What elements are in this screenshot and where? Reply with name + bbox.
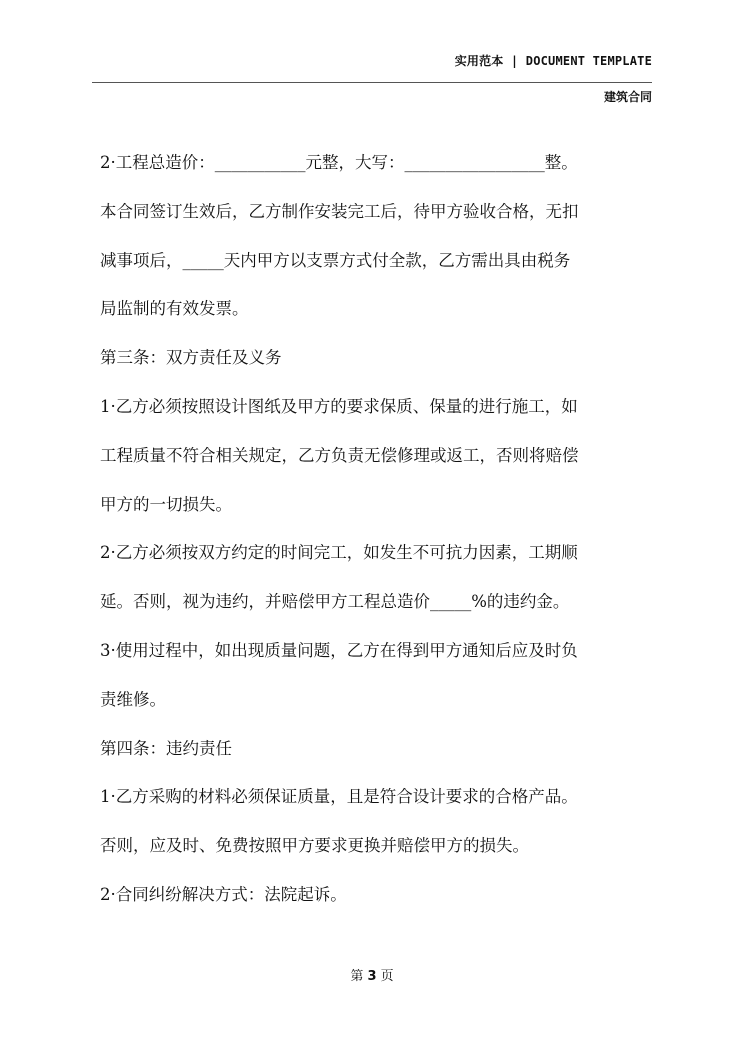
header-title: 实用范本 | DOCUMENT TEMPLATE — [454, 54, 652, 68]
header-subtitle: 建筑合同 — [603, 90, 652, 104]
body-line: 2·合同纠纷解决方式：法院起诉。 — [100, 884, 347, 904]
body-line: 3·使用过程中，如出现质量问题，乙方在得到甲方通知后应及时负 — [100, 640, 578, 660]
body-line: 甲方的一切损失。 — [100, 494, 232, 514]
page-label-prefix: 第 — [350, 969, 364, 984]
body-line: 局监制的有效发票。 — [100, 299, 249, 319]
section-heading: 第四条：违约责任 — [100, 738, 232, 758]
body-line: 延。否则，视为违约，并赔偿甲方工程总造价_____%的违约金。 — [100, 592, 570, 612]
body-line: 2·工程总造价：___________元整，大写：_________________整。 — [100, 153, 578, 172]
page-number: 3 — [367, 969, 377, 984]
body-line: 减事项后，_____天内甲方以支票方式付全款，乙方需出具由税务 — [100, 250, 571, 270]
body-line: 1·乙方必须按照设计图纸及甲方的要求保质、保量的进行施工，如 — [100, 396, 578, 416]
header-divider — [92, 82, 652, 83]
page-label-suffix: 页 — [380, 969, 394, 984]
body-line: 1·乙方采购的材料必须保证质量，且是符合设计要求的合格产品。 — [100, 787, 578, 807]
document-body — [100, 139, 660, 920]
body-line: 工程质量不符合相关规定，乙方负责无偿修理或返工，否则将赔偿 — [100, 445, 579, 465]
body-line: 责维修。 — [100, 689, 166, 709]
body-line: 2·乙方必须按双方约定的时间完工，如发生不可抗力因素，工期顺 — [100, 543, 578, 563]
body-line: 本合同签订生效后，乙方制作安装完工后，待甲方验收合格，无扣 — [100, 201, 579, 221]
body-line: 否则，应及时、免费按照甲方要求更换并赔偿甲方的损失。 — [100, 836, 529, 856]
page-footer — [0, 965, 744, 984]
section-heading: 第三条：双方责任及义务 — [100, 348, 282, 368]
